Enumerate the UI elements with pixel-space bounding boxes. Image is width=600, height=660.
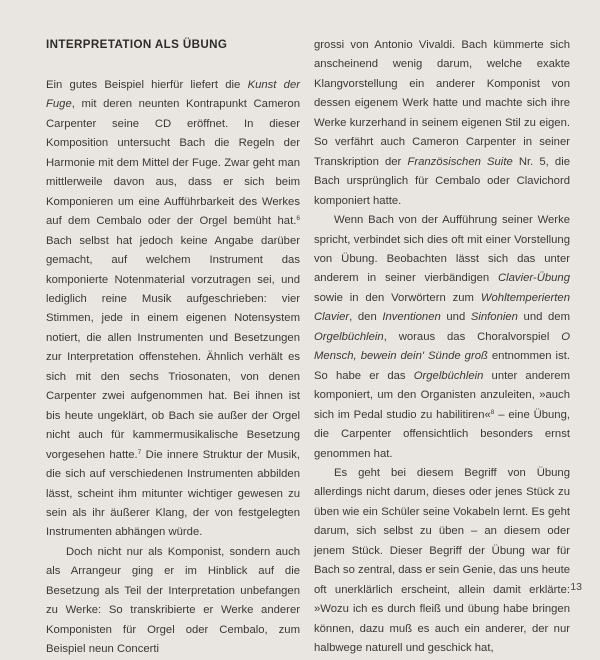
section-heading: INTERPRETATION ALS ÜBUNG [46, 38, 228, 51]
text-run: grossi von Antonio Vivaldi. Bach kümmerte sich anscheinend wenig darum, welche exakte Klangvorstellung ein anderer Komponist von dessen eigenem Werk hatte und machte sich ihre Werke kurzerhand in seinem eigenen Stil zu eigen. So verfährt auch Cameron Carpenter in seiner Transkription der [314, 39, 570, 168]
footnote-marker: 8 [490, 408, 495, 416]
text-run: und [440, 311, 471, 324]
right-paragraph-2 [314, 211, 570, 464]
work-title: Orgelbüchlein [314, 330, 384, 343]
left-paragraph-2 [46, 543, 300, 660]
text-run: sowie in den Vorwörtern zum [314, 291, 481, 304]
text-run: , woraus das Choralvorspiel [383, 330, 562, 343]
left-column [46, 36, 300, 660]
work-title: Clavier-Übung [497, 272, 570, 285]
text-run: und dem [517, 311, 570, 324]
text-run: Es geht bei diesem Begriff von Übung allerdings nicht darum, dieses oder jenes Stück zu üben wie ein Schüler seine Vokabeln lernt. Es geht darum, sich selbst zu üben – an diesem oder jenem Stück. Dieser Begriff der Übung war für Bach so zentral, dass er sein Genie, das uns heute oft unerklärlich erscheint, allein damit erklärte: »Wozu ich es durch fleiß und übung habe bringen können, dazu muß es auch ein anderer, der nur halbwege naturell und geschick hat, [314, 466, 570, 655]
work-title: Orgelbüchlein [413, 369, 484, 382]
work-title: Kunst der Fuge [46, 79, 300, 111]
text-run: , den [349, 311, 383, 324]
footnote-marker: 7 [137, 448, 142, 456]
work-title: Inventionen [382, 311, 441, 324]
right-column [314, 36, 570, 659]
work-title: O Mensch, bewein dein' Sünde groß [314, 330, 570, 363]
right-paragraph-1 [314, 36, 570, 211]
text-run: Wenn Bach von der Aufführung seiner Werke spricht, verbindet sich dies oft mit einer Vorstellung von Übung. Beobachten lässt sich das unter anderem in seiner vierbändigen [314, 214, 570, 285]
text-run: Ein gutes Beispiel hierfür liefert die [46, 79, 248, 91]
right-paragraph-3 [314, 464, 570, 659]
text-run: Doch nicht nur als Komponist, sondern auch als Arrangeur ging er im Hinblick auf die Besetzung als Teil der Interpretation unbefangen zu Werke: So transkribierte er Werke anderer Komponisten für Orgel oder Cembalo, zum Beispiel neun Concerti [46, 545, 300, 656]
footnote-marker: 6 [296, 215, 300, 223]
text-run: Die innere Struktur der Musik, die sich auf verschiedenen Instrumenten abbilden lässt, scheint ihm mitunter wichtiger gewesen zu sein als ihr äußerer Klang, der von festgelegten Instrumenten abhängen würde. [46, 448, 300, 539]
text-run: Bach selbst hat jedoch keine Angabe darüber gemacht, auf welchem Instrument das komponierte Notenmaterial vorzutragen sei, und lediglich reine Musik aufgeschrieben: vier Stimmen, jede in einem eigenen Notensystem notiert, die allen Instrumenten und Besetzungen zur Interpretation offenstehen. Ähnlich verhält es sich mit den sechs Triosonaten, von denen Carpenter zwei aufgenommen hat. Bei ihnen ist bis heute ungeklärt, ob Bach sie außer der Orgel nicht auch für kammermusikalische Besetzung vorgesehen hatte. [46, 234, 300, 461]
text-run: – eine Übung, die Carpenter offensichtlich besonders ernst genommen hat. [314, 408, 570, 460]
text-run: Nr. 5, die Bach ursprünglich für Cembalo oder Clavichord komponiert hatte. [314, 155, 570, 207]
page-number: 13 [570, 581, 582, 593]
text-run: unter anderem komponiert, um den Organisten anzuleiten, »auch sich im Pedal studio zu habilitiren« [314, 369, 570, 421]
text-run: entnommen ist. So habe er das [314, 350, 570, 382]
text-run: , mit deren neunten Kontrapunkt Cameron Carpenter seine CD eröffnet. In dieser Komposition untersucht Bach die Regeln der Harmonie mit dem Mittel der Fuge. Zwar geht man mittlerweile davon aus, dass er sich beim Komponieren um eine Aufführbarkeit des Werkes auf dem Cembalo oder der Orgel bemüht hat. [46, 98, 300, 228]
work-title: Sinfonien [470, 311, 518, 324]
work-title: Französischen Suite [407, 155, 513, 168]
left-paragraph-1 [46, 76, 300, 543]
work-title: Wohltemperierten Clavier [314, 291, 570, 324]
